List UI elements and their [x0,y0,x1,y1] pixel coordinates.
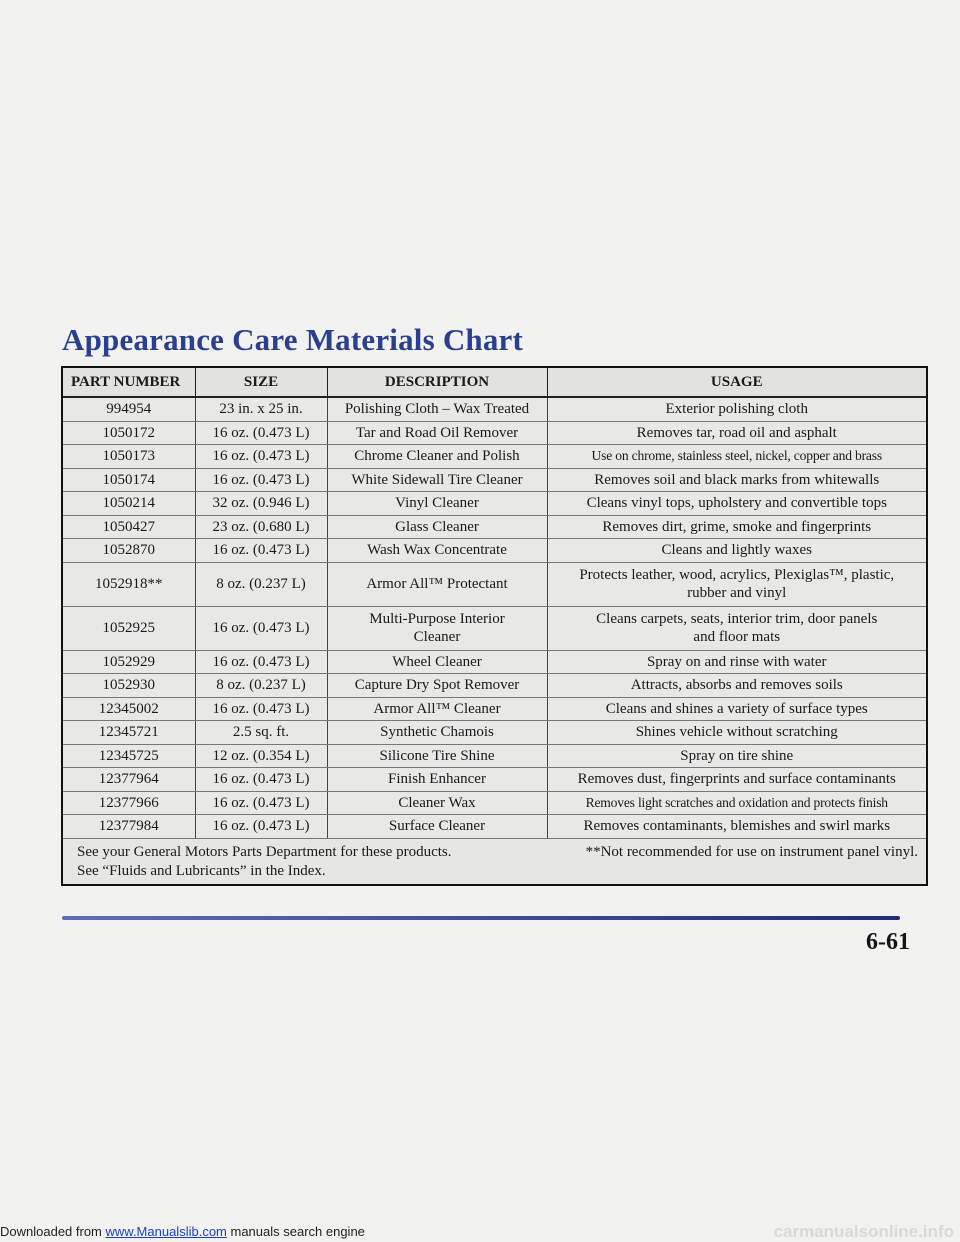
usage-cell: Cleans carpets, seats, interior trim, door panels and floor mats [547,606,926,650]
usage-cell: Protects leather, wood, acrylics, Plexiglas™, plastic, rubber and vinyl [547,562,926,606]
description-cell: Wheel Cleaner [327,650,547,674]
table-row [63,791,926,815]
footer-line-2: See “Fluids and Lubricants” in the Index. [77,862,326,879]
usage-cell: Exterior polishing cloth [547,397,926,421]
usage-cell: Removes soil and black marks from whitewalls [547,468,926,492]
manualslib-link[interactable]: www.Manualslib.com [105,1224,227,1239]
part-number-cell: 12377984 [63,815,195,839]
table-row [63,468,926,492]
size-cell: 12 oz. (0.354 L) [195,744,327,768]
footer-note: **Not recommended for use on instrument panel vinyl. [585,843,918,860]
table-row [63,515,926,539]
table-row [63,815,926,839]
size-cell: 8 oz. (0.237 L) [195,562,327,606]
size-cell: 16 oz. (0.473 L) [195,468,327,492]
part-number-cell: 1052918** [63,562,195,606]
table-body [63,397,926,838]
description-cell: Vinyl Cleaner [327,492,547,516]
size-cell: 32 oz. (0.946 L) [195,492,327,516]
header-part-number: PART NUMBER [63,368,195,397]
description-cell: Glass Cleaner [327,515,547,539]
table-row [63,744,926,768]
size-cell: 8 oz. (0.237 L) [195,674,327,698]
size-cell: 16 oz. (0.473 L) [195,539,327,563]
table-row [63,768,926,792]
description-cell: White Sidewall Tire Cleaner [327,468,547,492]
part-number-cell: 1052930 [63,674,195,698]
part-number-cell: 1050173 [63,445,195,469]
part-number-cell: 1050174 [63,468,195,492]
size-cell: 23 in. x 25 in. [195,397,327,421]
footer-row [63,838,926,884]
size-cell: 16 oz. (0.473 L) [195,650,327,674]
usage-cell: Use on chrome, stainless steel, nickel, copper and brass [547,445,926,469]
part-number-cell: 1050427 [63,515,195,539]
part-number-cell: 1050172 [63,421,195,445]
part-number-cell: 12345002 [63,697,195,721]
description-cell: Polishing Cloth – Wax Treated [327,397,547,421]
description-cell: Synthetic Chamois [327,721,547,745]
size-cell: 2.5 sq. ft. [195,721,327,745]
part-number-cell: 1052870 [63,539,195,563]
size-cell: 23 oz. (0.680 L) [195,515,327,539]
description-cell: Capture Dry Spot Remover [327,674,547,698]
usage-cell: Cleans vinyl tops, upholstery and convertible tops [547,492,926,516]
description-cell: Finish Enhancer [327,768,547,792]
header-row [63,368,926,397]
description-cell: Chrome Cleaner and Polish [327,445,547,469]
materials-table [63,368,926,884]
table-row [63,697,926,721]
banner-suffix: manuals search engine [226,1224,365,1239]
part-number-cell: 994954 [63,397,195,421]
table-row [63,674,926,698]
description-cell: Multi-Purpose Interior Cleaner [327,606,547,650]
table-row [63,492,926,516]
usage-cell: Removes dust, fingerprints and surface contaminants [547,768,926,792]
page-rule [62,916,900,920]
size-cell: 16 oz. (0.473 L) [195,445,327,469]
usage-cell: Cleans and lightly waxes [547,539,926,563]
table-row [63,445,926,469]
banner-prefix: Downloaded from [0,1224,106,1239]
usage-cell: Removes tar, road oil and asphalt [547,421,926,445]
size-cell: 16 oz. (0.473 L) [195,768,327,792]
usage-cell: Removes light scratches and oxidation and protects finish [547,791,926,815]
header-usage: USAGE [547,368,926,397]
usage-cell: Attracts, absorbs and removes soils [547,674,926,698]
size-cell: 16 oz. (0.473 L) [195,791,327,815]
description-cell: Armor All™ Cleaner [327,697,547,721]
description-cell: Tar and Road Oil Remover [327,421,547,445]
table-row [63,421,926,445]
footer-cell [63,838,926,884]
download-banner [0,1224,365,1239]
part-number-cell: 1052929 [63,650,195,674]
usage-cell: Spray on and rinse with water [547,650,926,674]
usage-cell: Removes dirt, grime, smoke and fingerprints [547,515,926,539]
description-cell: Surface Cleaner [327,815,547,839]
part-number-cell: 1052925 [63,606,195,650]
size-cell: 16 oz. (0.473 L) [195,815,327,839]
usage-cell: Shines vehicle without scratching [547,721,926,745]
description-cell: Wash Wax Concentrate [327,539,547,563]
watermark: carmanualsonline.info [773,1222,954,1241]
usage-cell: Removes contaminants, blemishes and swirl marks [547,815,926,839]
footer-line-1: See your General Motors Parts Department for these products. [77,843,452,860]
size-cell: 16 oz. (0.473 L) [195,606,327,650]
header-description: DESCRIPTION [327,368,547,397]
size-cell: 16 oz. (0.473 L) [195,421,327,445]
table-row [63,562,926,606]
part-number-cell: 1050214 [63,492,195,516]
part-number-cell: 12377966 [63,791,195,815]
usage-cell: Cleans and shines a variety of surface types [547,697,926,721]
table-row [63,539,926,563]
materials-chart [61,366,928,886]
usage-cell: Spray on tire shine [547,744,926,768]
table-row [63,650,926,674]
page-title: Appearance Care Materials Chart [62,322,524,357]
part-number-cell: 12345725 [63,744,195,768]
header-size: SIZE [195,368,327,397]
table-row [63,397,926,421]
table-row [63,721,926,745]
part-number-cell: 12345721 [63,721,195,745]
description-cell: Armor All™ Protectant [327,562,547,606]
description-cell: Silicone Tire Shine [327,744,547,768]
description-cell: Cleaner Wax [327,791,547,815]
part-number-cell: 12377964 [63,768,195,792]
page-number: 6-61 [866,929,910,955]
table-row [63,606,926,650]
size-cell: 16 oz. (0.473 L) [195,697,327,721]
